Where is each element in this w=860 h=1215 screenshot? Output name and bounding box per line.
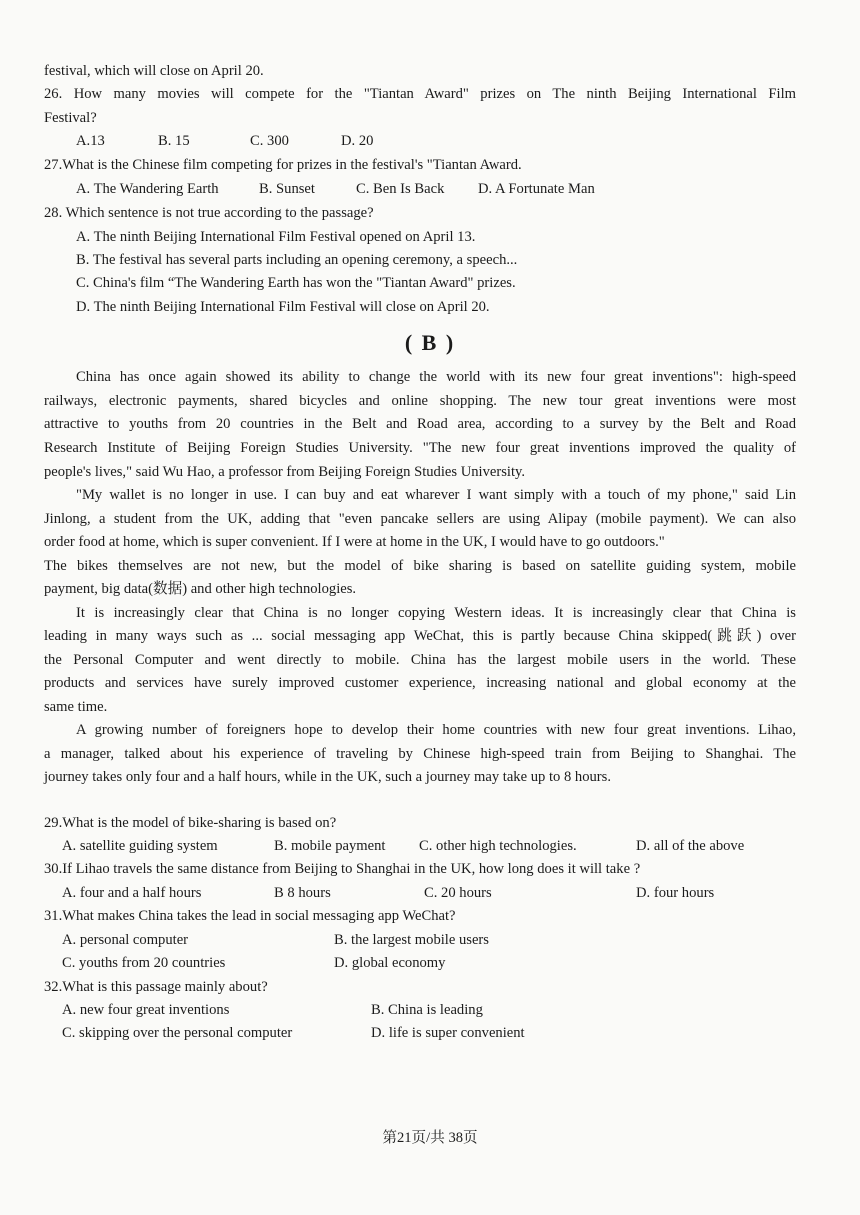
- q32-option-b: B. China is leading: [371, 1002, 483, 1018]
- q32-option-d: D. life is super convenient: [371, 1025, 525, 1041]
- q26-stem-line1: 26. How many movies will compete for the "Tiantan Award" prizes on The ninth Beijing International Film: [44, 86, 796, 102]
- q32-stem: 32.What is this passage mainly about?: [44, 979, 268, 995]
- passage-line: leading in many ways such as ... social messaging app WeChat, this is partly because China skipped(跳跃) over: [44, 628, 796, 644]
- q29-option-c: C. other high technologies.: [419, 838, 577, 854]
- q30-option-b: B 8 hours: [274, 885, 331, 901]
- q26-option-b: B. 15: [158, 133, 190, 149]
- q32-option-a: A. new four great inventions: [62, 1002, 230, 1018]
- q32-option-c: C. skipping over the personal computer: [62, 1025, 293, 1041]
- q31-option-d: D. global economy: [334, 955, 446, 971]
- q27-option-a: A. The Wandering Earth: [76, 181, 219, 197]
- q27-stem: 27.What is the Chinese film competing for prizes in the festival's "Tiantan Award.: [44, 157, 522, 173]
- q29-option-a: A. satellite guiding system: [62, 838, 218, 854]
- q26-option-a: A.13: [76, 133, 105, 149]
- q29-stem: 29.What is the model of bike-sharing is based on?: [44, 815, 337, 831]
- q26-option-d: D. 20: [341, 133, 374, 149]
- passage-line: It is increasingly clear that China is no longer copying Western ideas. It is increasingly clear that China is: [76, 605, 796, 621]
- q27-option-c: C. Ben Is Back: [356, 181, 445, 197]
- q30-option-a: A. four and a half hours: [62, 885, 202, 901]
- q28-option-b: B. The festival has several parts including an opening ceremony, a speech...: [76, 252, 518, 268]
- passage-line: same time.: [44, 699, 108, 715]
- q27-option-d: D. A Fortunate Man: [478, 181, 595, 197]
- q30-option-c: C. 20 hours: [424, 885, 492, 901]
- q28-option-a: A. The ninth Beijing International Film Festival opened on April 13.: [76, 229, 476, 245]
- passage-line: China has once again showed its ability to change the world with its new four great inventions": high-speed: [76, 369, 796, 385]
- q28-stem: 28. Which sentence is not true according to the passage?: [44, 205, 374, 221]
- q29-option-b: B. mobile payment: [274, 838, 386, 854]
- q31-option-a: A. personal computer: [62, 932, 189, 948]
- passage-line: Research Institute of Beijing Foreign Studies University. "The new four great inventions improved the quality of: [44, 440, 796, 456]
- page-number-footer: 第21页/共 38页: [382, 1130, 478, 1146]
- q31-stem: 31.What makes China takes the lead in social messaging app WeChat?: [44, 908, 456, 924]
- q26-stem-line2: Festival?: [44, 110, 97, 126]
- passage-line: the Personal Computer and went directly to mobile. China has the largest mobile users in the world. These: [44, 652, 796, 668]
- passage-line: attractive to youths from 20 countries in the Belt and Road area, according to a survey by the Belt and Road: [44, 416, 796, 432]
- passage-line: journey takes only four and a half hours, while in the UK, such a journey may take up to 8 hours.: [44, 769, 611, 785]
- passage-line: Jinlong, a student from the UK, adding that "even pancake sellers are using Alipay (mobile payment). We can also: [44, 511, 796, 527]
- q30-option-d: D. four hours: [636, 885, 715, 901]
- passage-line: products and services have surely improved customer experience, increasing national and global economy at the: [44, 675, 796, 691]
- q28-option-c: C. China's film “The Wandering Earth has won the "Tiantan Award" prizes.: [76, 275, 516, 291]
- q31-option-c: C. youths from 20 countries: [62, 955, 226, 971]
- q30-stem: 30.If Lihao travels the same distance from Beijing to Shanghai in the UK, how long does it will take ?: [44, 861, 641, 877]
- passage-line: The bikes themselves are not new, but the model of bike sharing is based on satellite guiding system, mobile: [44, 558, 796, 574]
- q31-option-b: B. the largest mobile users: [334, 932, 489, 948]
- passage-line: "My wallet is no longer in use. I can buy and eat wharever I want simply with a touch of my phone," said Lin: [76, 487, 796, 503]
- q28-option-d: D. The ninth Beijing International Film Festival will close on April 20.: [76, 299, 490, 315]
- q27-option-b: B. Sunset: [259, 181, 315, 197]
- q26-option-c: C. 300: [250, 133, 289, 149]
- section-b-title: ( B ): [404, 330, 456, 355]
- intro-tail: festival, which will close on April 20.: [44, 63, 264, 79]
- passage-line: payment, big data(数据) and other high technologies.: [44, 581, 357, 597]
- q29-option-d: D. all of the above: [636, 838, 745, 854]
- passage-line: railways, electronic payments, shared bicycles and online shopping. The new tour great inventions were most: [44, 393, 796, 409]
- passage-line: a manager, talked about his experience of traveling by Chinese high-speed train from Beijing to Shanghai. The: [44, 746, 796, 762]
- passage-line: people's lives," said Wu Hao, a professor from Beijing Foreign Studies University.: [44, 464, 526, 480]
- passage-line: A growing number of foreigners hope to develop their home countries with new four great inventions. Lihao,: [76, 722, 796, 738]
- passage-line: order food at home, which is super convenient. If I were at home in the UK, I would have to go outdoors.": [44, 534, 665, 550]
